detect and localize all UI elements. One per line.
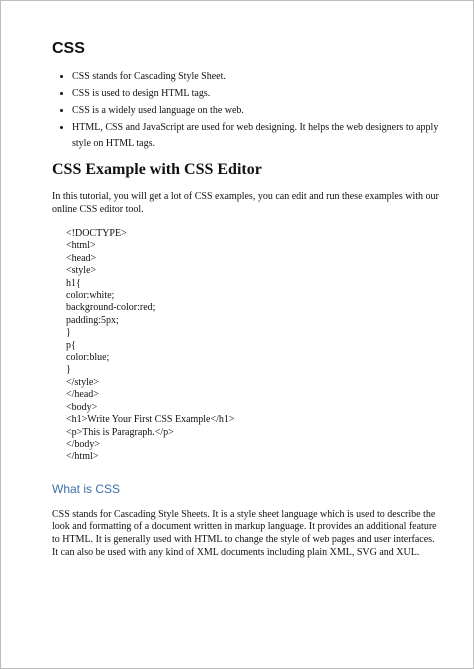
code-listing: [66, 228, 442, 464]
code-line: color:blue;: [66, 352, 110, 364]
bullet-item: • CSS stands for Cascading Style Sheet.: [72, 69, 442, 85]
what-is-css-heading: What is CSS: [52, 481, 121, 496]
page-content: [52, 39, 442, 559]
code-line: <h1>Write Your First CSS Example</h1>: [66, 414, 235, 426]
code-line: h1{: [66, 277, 81, 289]
code-line: <body>: [66, 401, 98, 413]
bullet-item: • HTML, CSS and JavaScript are used for web designing. It helps the web designers to apply style on HTML tags.: [72, 120, 442, 152]
code-line: </style>: [66, 376, 99, 388]
bullet-item: • CSS is used to design HTML tags.: [72, 86, 442, 102]
code-line: </head>: [66, 389, 99, 401]
example-heading: CSS Example with CSS Editor: [52, 161, 262, 178]
code-line: padding:5px;: [66, 314, 119, 326]
example-intro: In this tutorial, you will get a lot of CSS examples, you can edit and run these examples with our online CSS editor tool.: [52, 191, 439, 215]
code-line: }: [66, 327, 71, 339]
code-line: <html>: [66, 240, 96, 252]
code-line: p{: [66, 339, 76, 351]
code-line: </body>: [66, 438, 101, 450]
code-line: <head>: [66, 252, 97, 264]
css-bullet-list: [52, 69, 442, 152]
code-line: <style>: [66, 265, 97, 277]
css-description: CSS stands for Cascading Style Sheets. It is a style sheet language which is used to describe the look and formatting of a document written in markup language. It provides an additional feature to HTML. It is generally used with HTML to change the style of web pages and user interfaces. It can also be used with any kind of XML documents including plain XML, SVG and XUL.: [52, 508, 437, 558]
code-line: <!DOCTYPE>: [66, 228, 127, 239]
code-line: }: [66, 364, 71, 376]
code-line: </html>: [66, 451, 99, 463]
code-line: background-color:red;: [66, 302, 156, 314]
code-line: color:white;: [66, 290, 115, 302]
css-heading: CSS: [52, 40, 85, 57]
code-line: <p>This is Paragraph.</p>: [66, 426, 174, 438]
bullet-item: • CSS is a widely used language on the web.: [72, 103, 442, 119]
